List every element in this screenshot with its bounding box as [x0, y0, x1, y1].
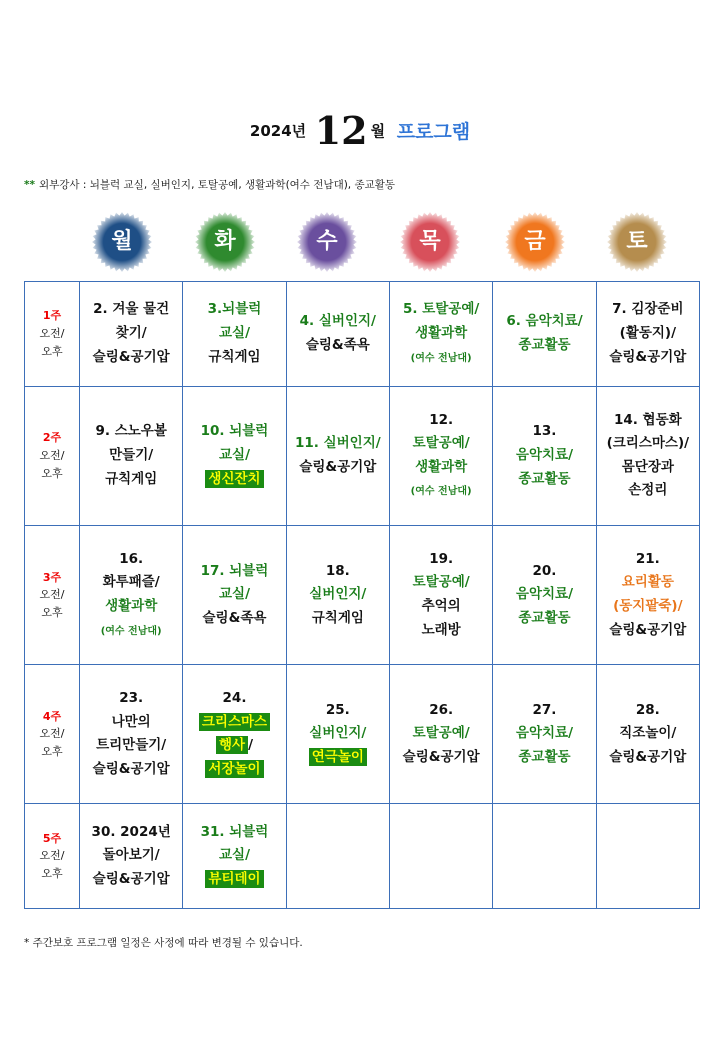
day-cell-sat — [596, 665, 699, 804]
title-month-unit: 월 — [370, 122, 386, 140]
cell-line: 25. — [325, 701, 350, 718]
cell-line: 슬링&공기압 — [402, 748, 480, 765]
cell-line: 트리만들기/ — [96, 737, 167, 754]
cell-line: 18. — [325, 562, 350, 579]
cell-line: 교실/ — [218, 586, 250, 603]
week-label-cell — [25, 282, 80, 387]
week-row — [25, 282, 700, 387]
cell-line: 4. 실버인지/ — [299, 313, 376, 330]
week-number: 2주 — [42, 431, 62, 445]
cell-line: 31. 뇌블럭 — [200, 823, 269, 840]
week-label-cell — [25, 525, 80, 664]
cell-line: 생활과학 — [415, 458, 468, 475]
cell-line: 음악치료/ — [515, 725, 574, 742]
cell-line: 24. — [222, 689, 247, 706]
cell-line: 추억의 — [421, 597, 461, 614]
day-cell-sat — [596, 386, 699, 525]
cell-line: 종교활동 — [518, 470, 571, 487]
highlight-label: 행사 — [216, 736, 248, 754]
day-cell-tue — [183, 386, 286, 525]
day-cell-thu — [389, 525, 492, 664]
weekday-label-wed: 수 — [316, 229, 338, 254]
cell-line: 노래방 — [421, 621, 461, 638]
cell-line: 토탈공예/ — [412, 574, 470, 591]
cell-line: 7. 김장준비 — [612, 301, 684, 318]
day-cell-thu — [389, 386, 492, 525]
time-am: 오전/ — [39, 449, 65, 463]
cell-line: 화투패즐/ — [102, 574, 160, 591]
day-cell-mon — [80, 282, 183, 387]
cell-line: 2. 겨울 물건 — [93, 301, 170, 318]
time-pm: 오후 — [41, 344, 63, 358]
weekday-badge-tue — [195, 212, 255, 272]
cell-line: 16. — [119, 550, 144, 567]
cell-line: 3.뇌블럭 — [207, 301, 262, 318]
cell-line: 규칙게임 — [311, 609, 364, 626]
weekday-label-tue: 화 — [214, 229, 236, 254]
weekday-badge-thu — [400, 212, 460, 272]
week-number: 5주 — [42, 831, 62, 845]
weekday-label-sat: 토 — [626, 229, 648, 254]
day-cell-fri — [493, 386, 596, 525]
cell-line: 슬링&족욕 — [305, 336, 370, 353]
cell-line: 슬링&공기압 — [609, 748, 687, 765]
cell-line: 슬링&족욕 — [202, 609, 267, 626]
highlight-label: 생신잔치 — [205, 470, 263, 488]
day-cell-tue — [183, 804, 286, 909]
time-pm: 오후 — [41, 744, 63, 758]
day-cell-fri — [493, 804, 596, 909]
day-cell-sat — [596, 804, 699, 909]
highlight-label: 연극놀이 — [309, 748, 367, 766]
week-label-cell — [25, 386, 80, 525]
cell-line: 규칙게임 — [208, 348, 261, 365]
cell-line: 10. 뇌블럭 — [200, 423, 269, 440]
week-row — [25, 525, 700, 664]
day-cell-thu — [389, 665, 492, 804]
day-cell-wed — [286, 804, 389, 909]
day-cell-fri — [493, 525, 596, 664]
cell-line: 6. 음악치료/ — [506, 313, 583, 330]
cell-line: 돌아보기/ — [102, 847, 160, 864]
cell-line: 나만의 — [111, 713, 151, 730]
cell-line: 교실/ — [218, 847, 250, 864]
week-number: 3주 — [42, 570, 62, 584]
cell-line: 9. 스노우볼 — [95, 423, 167, 440]
weekday-badge-sat — [607, 212, 667, 272]
week-row — [25, 804, 700, 909]
day-cell-tue — [183, 282, 286, 387]
weekday-badges — [0, 212, 720, 274]
cell-line: 직조놀이/ — [619, 725, 677, 742]
cell-line: 만들기/ — [109, 447, 154, 463]
cell-line: 슬링&공기압 — [92, 870, 170, 887]
day-cell-sat — [596, 282, 699, 387]
cell-line: 교실/ — [218, 447, 250, 463]
cell-line: 슬링&공기압 — [299, 458, 377, 475]
program-calendar — [24, 281, 700, 909]
footer-note: * 주간보호 프로그램 일정은 사정에 따라 변경될 수 있습니다. — [24, 937, 303, 949]
time-pm: 오후 — [41, 466, 63, 480]
day-cell-thu — [389, 804, 492, 909]
cell-line: 슬링&공기압 — [609, 621, 687, 638]
cell-line: 실버인지/ — [309, 586, 367, 603]
weekday-badge-wed — [297, 212, 357, 272]
cell-line: 손정리 — [628, 482, 668, 499]
cell-line: 규칙게임 — [105, 470, 158, 487]
cell-line: 종교활동 — [518, 748, 571, 765]
cell-line: 20. — [532, 562, 557, 579]
cell-line: 27. — [532, 701, 557, 718]
cell-line: 11. 실버인지/ — [294, 435, 381, 452]
day-cell-fri — [493, 665, 596, 804]
cell-line: 19. — [429, 550, 454, 567]
page-title — [0, 108, 720, 153]
cell-line: 12. — [429, 411, 454, 428]
cell-line: 26. — [429, 701, 454, 718]
title-month: 12 — [314, 108, 368, 153]
day-cell-mon — [80, 804, 183, 909]
day-cell-wed — [286, 282, 389, 387]
day-cell-tue — [183, 525, 286, 664]
title-program: 프로그램 — [396, 121, 471, 143]
weekday-badge-fri — [505, 212, 565, 272]
highlight-label: 뷰티데이 — [205, 870, 263, 888]
day-cell-mon — [80, 525, 183, 664]
week-number: 1주 — [42, 309, 62, 323]
cell-line: 슬링&공기압 — [92, 348, 170, 365]
week-label-cell — [25, 665, 80, 804]
cell-line: 생활과학 — [105, 597, 158, 614]
weekday-badge-mon — [92, 212, 152, 272]
cell-line: 13. — [532, 423, 557, 440]
weekday-label-mon: 월 — [111, 229, 133, 254]
cell-line: / — [248, 737, 253, 754]
cell-line: 몸단장과 — [621, 458, 674, 475]
time-am: 오전/ — [39, 588, 65, 602]
day-cell-wed — [286, 525, 389, 664]
cell-line: 14. 협동화 — [613, 411, 682, 428]
cell-line: 17. 뇌블럭 — [200, 562, 269, 579]
cell-line: 생활과학 — [415, 325, 468, 342]
day-cell-wed — [286, 665, 389, 804]
day-cell-thu — [389, 282, 492, 387]
title-year: 2024년 — [249, 122, 307, 140]
cell-line: 음악치료/ — [515, 447, 574, 463]
day-cell-wed — [286, 386, 389, 525]
day-cell-mon — [80, 665, 183, 804]
cell-line: 30. 2024년 — [91, 823, 171, 840]
cell-line: 요리활동 — [621, 574, 674, 591]
note-bullet: ** — [24, 179, 35, 191]
cell-line: 28. — [635, 701, 660, 718]
time-am: 오전/ — [39, 727, 65, 741]
cell-line: (여수 전남대) — [410, 352, 472, 364]
highlight-label: 크리스마스 — [199, 713, 270, 731]
weekday-label-fri: 금 — [524, 229, 546, 254]
cell-line: 21. — [635, 550, 660, 567]
cell-line: 실버인지/ — [309, 725, 367, 742]
instructor-note — [24, 177, 395, 192]
time-pm: 오후 — [41, 605, 63, 619]
cell-line: 5. 토탈공예/ — [402, 301, 480, 318]
cell-line: (여수 전남대) — [410, 486, 472, 498]
day-cell-sat — [596, 525, 699, 664]
cell-line: 종교활동 — [518, 609, 571, 626]
week-number: 4주 — [42, 709, 62, 723]
cell-line: 토탈공예/ — [412, 725, 470, 742]
cell-line: 슬링&공기압 — [609, 348, 687, 365]
cell-line: (동지팥죽)/ — [613, 597, 683, 614]
cell-line: (활동지)/ — [619, 325, 677, 342]
day-cell-fri — [493, 282, 596, 387]
cell-line: 음악치료/ — [515, 586, 574, 603]
time-am: 오전/ — [39, 849, 65, 863]
day-cell-tue — [183, 665, 286, 804]
cell-line: 종교활동 — [518, 336, 571, 353]
cell-line: 찾기/ — [115, 325, 147, 342]
cell-line: (크리스마스)/ — [606, 435, 690, 452]
cell-line: 슬링&공기압 — [92, 760, 170, 777]
time-am: 오전/ — [39, 327, 65, 341]
time-pm: 오후 — [41, 866, 63, 880]
weekday-label-thu: 목 — [419, 229, 441, 254]
week-row — [25, 386, 700, 525]
day-cell-mon — [80, 386, 183, 525]
cell-line: (여수 전남대) — [100, 625, 162, 637]
cell-line: 토탈공예/ — [412, 435, 470, 452]
note-text: 외부강사 : 뇌블럭 교실, 실버인지, 토탈공예, 생활과학(여수 전남대), 종교활동 — [38, 179, 396, 191]
cell-line: 교실/ — [218, 325, 250, 342]
week-row — [25, 665, 700, 804]
cell-line: 23. — [119, 689, 144, 706]
highlight-label: 서장놀이 — [205, 760, 263, 778]
week-label-cell — [25, 804, 80, 909]
